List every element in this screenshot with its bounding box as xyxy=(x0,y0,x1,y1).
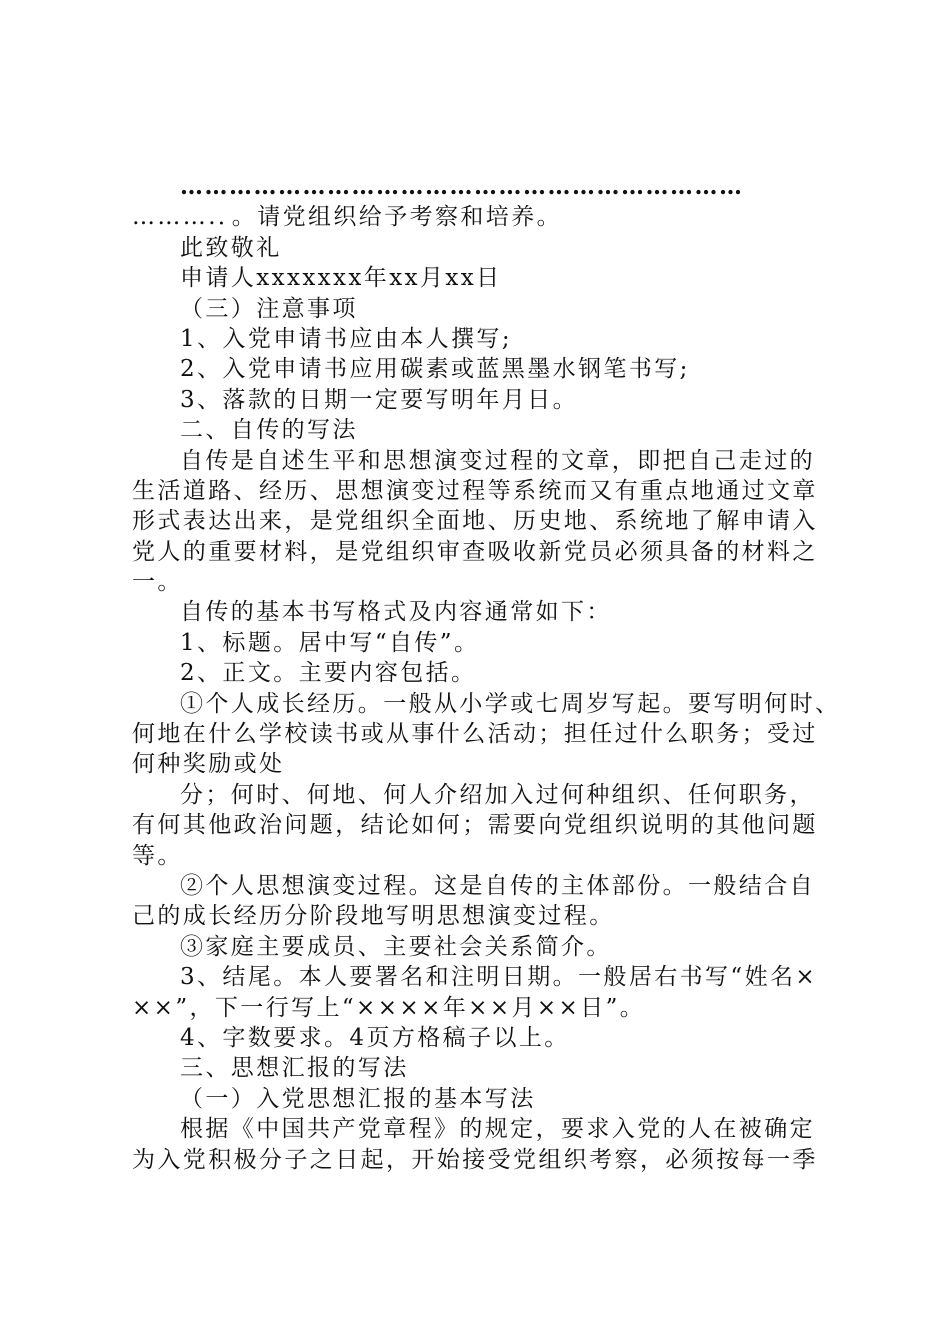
list-item: 1、入党申请书应由本人撰写; xyxy=(180,325,512,352)
paragraph-line: 何种奖励或处 xyxy=(132,751,285,778)
paragraph-line: ××”，下一行写上“××××年××月××日”。 xyxy=(132,994,646,1021)
list-item: ①个人成长经历。一般从小学或七周岁写起。要写明何时、 xyxy=(180,690,841,717)
section-heading: （三）注意事项 xyxy=(180,295,358,322)
paragraph-line: 何地在什么学校读书或从事什么活动；担任过什么职务；受过 xyxy=(132,721,818,748)
list-item: 1、标题。居中写“自传”。 xyxy=(180,629,480,656)
paragraph-line: 自传的基本书写格式及内容通常如下： xyxy=(180,599,612,626)
paragraph-line: 为入党积极分子之日起，开始接受党组织考察，必须按每一季 xyxy=(132,1146,818,1173)
paragraph-line: 己的成长经历分阶段地写明思想演变过程。 xyxy=(132,903,615,930)
salutation-line: 此致敬礼 xyxy=(180,234,282,261)
list-item: 2、入党申请书应用碳素或蓝黑墨水钢笔书写; xyxy=(180,356,690,383)
paragraph-line: 一。 xyxy=(132,569,183,596)
paragraph-line: 有何其他政治问题，结论如何；需要向党组织说明的其他问题 xyxy=(132,812,818,839)
signature-line: 申请人xxxxxxx年xx月xx日 xyxy=(180,265,502,292)
list-item: 3、结尾。本人要署名和注明日期。一般居右书写“姓名× xyxy=(180,964,818,991)
dotted-leader-line: …………………………………………………………… xyxy=(180,173,744,200)
list-item: ③家庭主要成员、主要社会关系简介。 xyxy=(180,933,612,960)
subsection-heading: （一）入党思想汇报的基本写法 xyxy=(180,1085,536,1112)
text-line: ……….．。请党组织给予考察和培养。 xyxy=(132,204,563,231)
list-item: 4、字数要求。4页方格稿子以上。 xyxy=(180,1024,570,1051)
list-item: ②个人思想演变过程。这是自传的主体部份。一般结合自 xyxy=(180,872,815,899)
paragraph-line: 党人的重要材料，是党组织审查吸收新党员必须具备的材料之 xyxy=(132,538,818,565)
paragraph-line: 生活道路、经历、思想演变过程等系统而又有重点地通过文章 xyxy=(132,477,818,504)
paragraph-line: 形式表达出来，是党组织全面地、历史地、系统地了解申请入 xyxy=(132,508,818,535)
document-body xyxy=(132,172,841,1175)
paragraph-line: 根据《中国共产党章程》的规定，要求入党的人在被确定 xyxy=(180,1116,815,1143)
list-item: 3、落款的日期一定要写明年月日。 xyxy=(180,386,579,413)
list-item: 2、正文。主要内容包括。 xyxy=(180,660,477,687)
paragraph-line: 自传是自述生平和思想演变过程的文章，即把自己走过的 xyxy=(180,447,815,474)
paragraph-line: 分；何时、何地、何人介绍加入过何种组织、任何职务， xyxy=(180,781,815,808)
section-heading: 三、思想汇报的写法 xyxy=(180,1055,409,1082)
paragraph-line: 等。 xyxy=(132,842,183,869)
section-heading: 二、自传的写法 xyxy=(180,417,358,444)
